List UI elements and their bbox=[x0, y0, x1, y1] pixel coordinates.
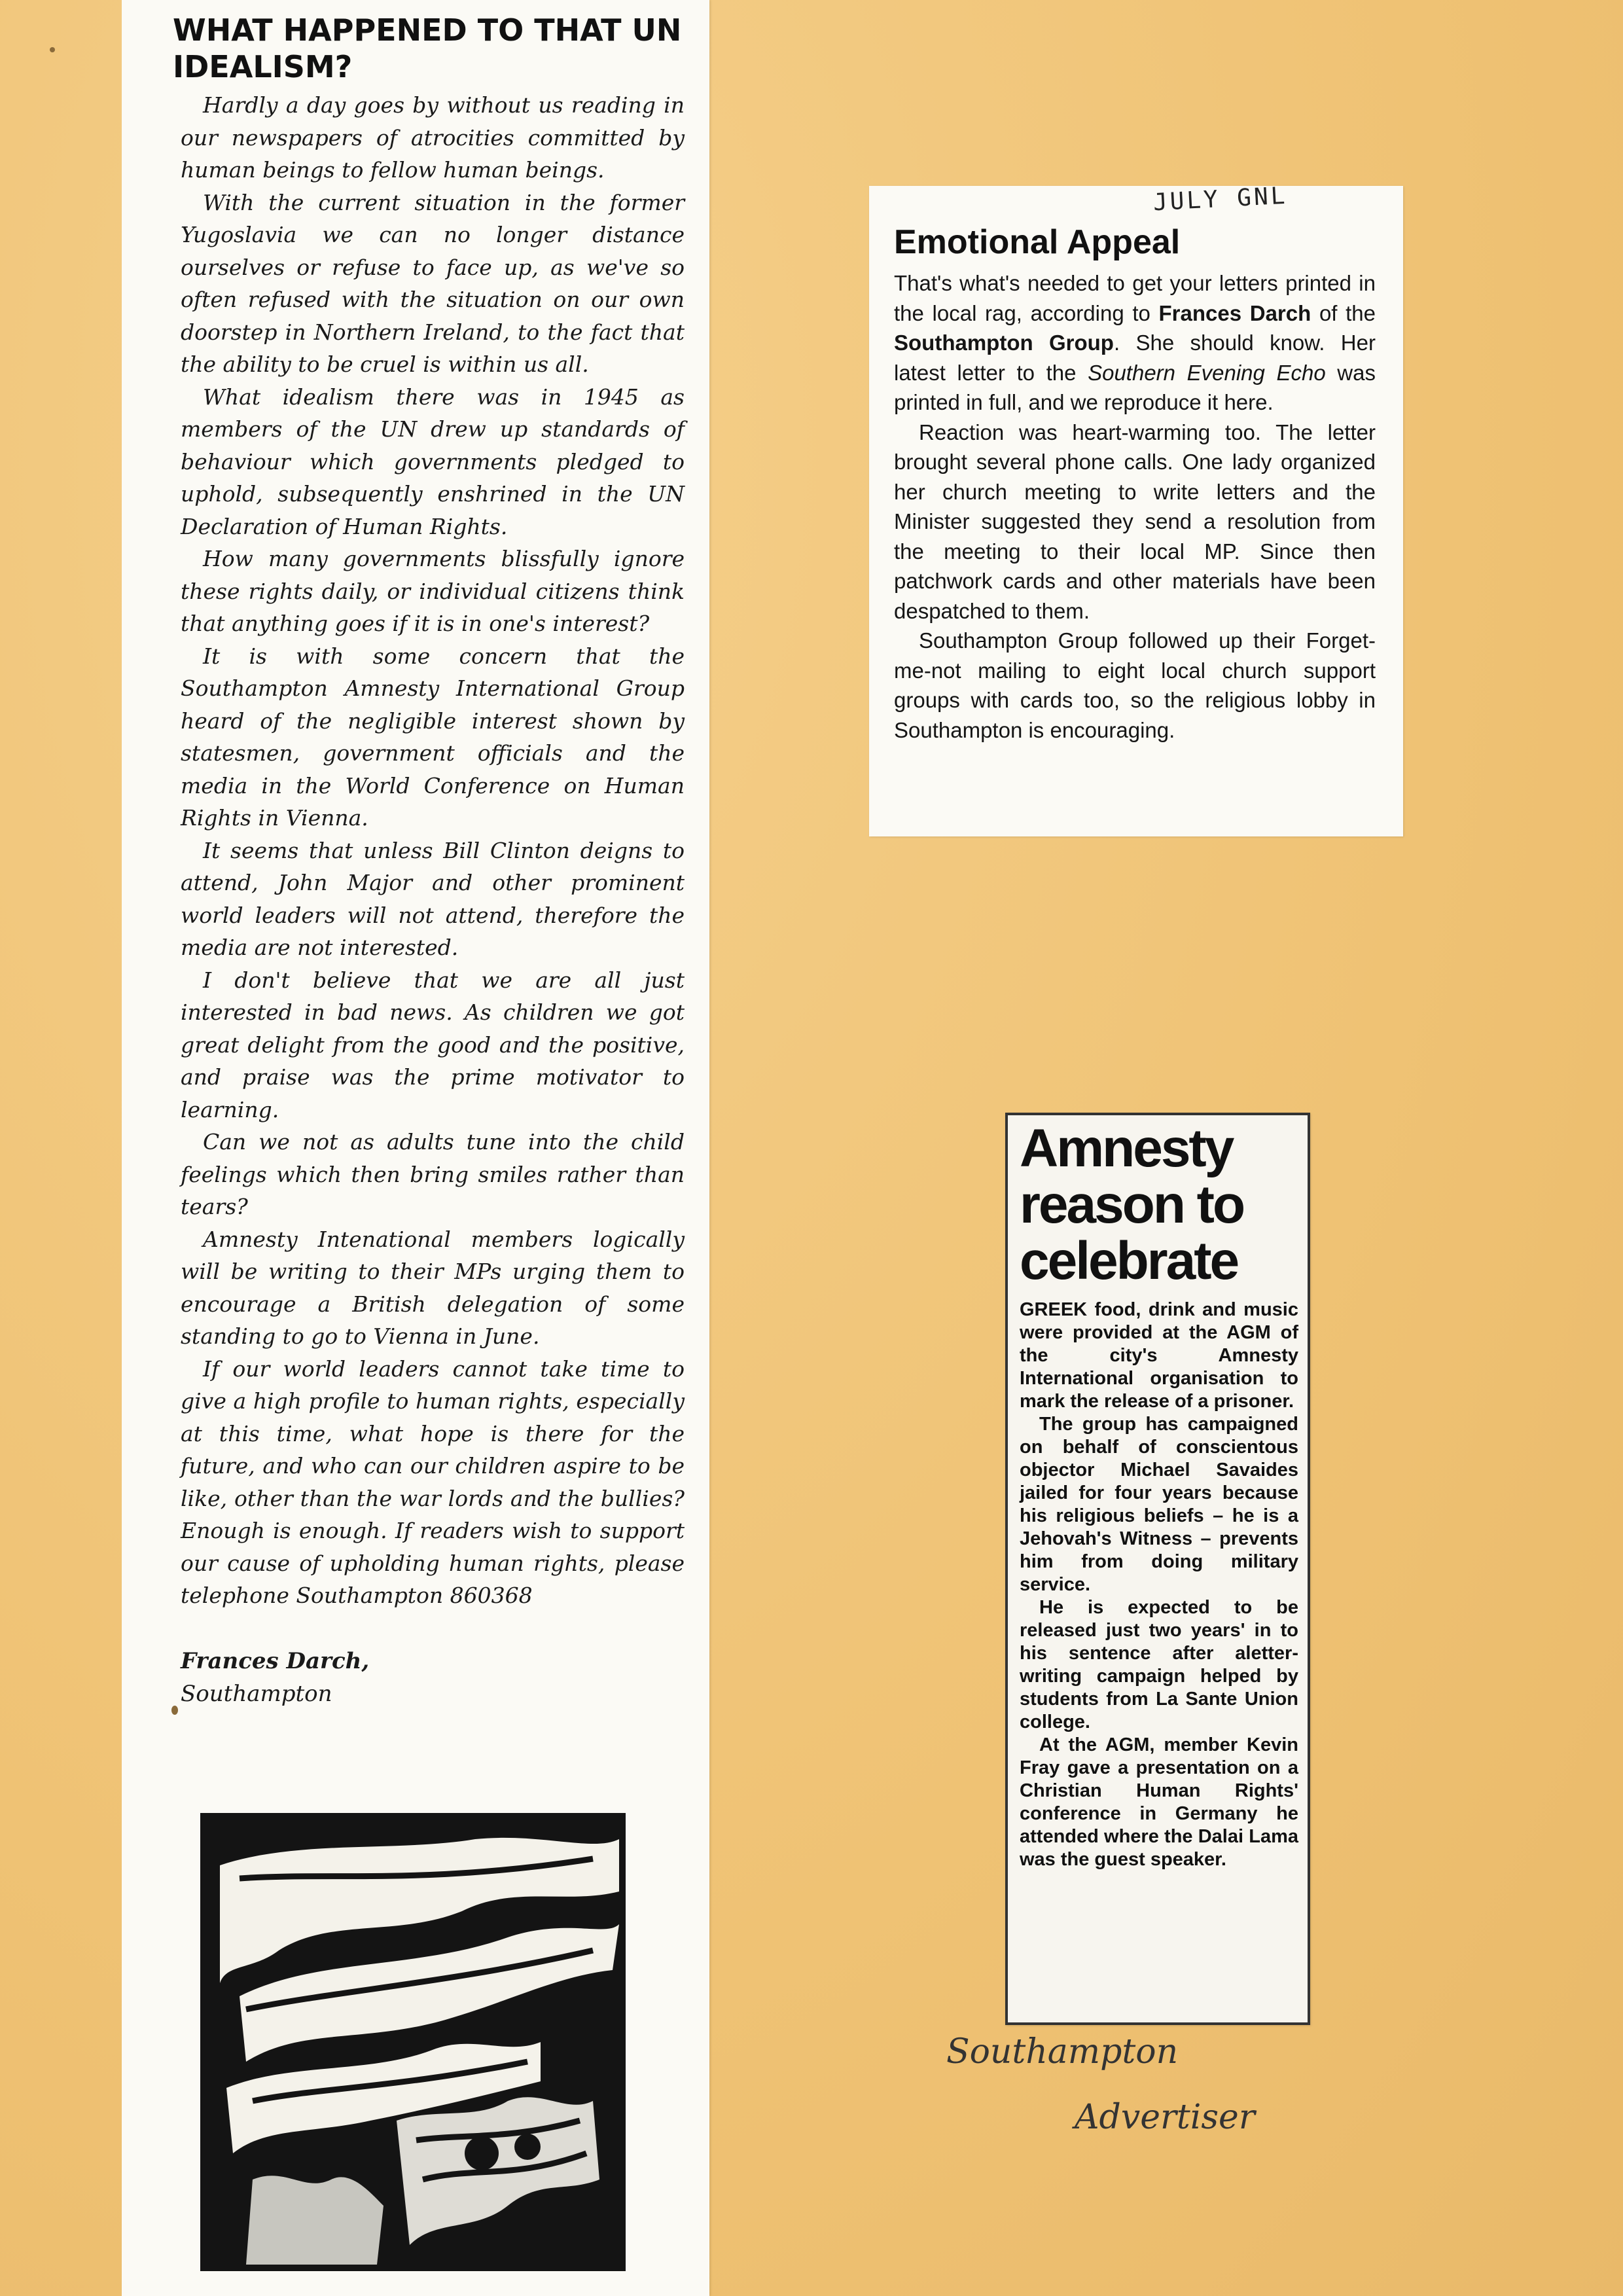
letter-signature bbox=[181, 1645, 685, 1710]
appeal-group: Southampton Group bbox=[894, 331, 1114, 355]
handwritten-source-note bbox=[946, 2032, 1365, 2163]
handwritten-note: JULY GNL bbox=[1152, 182, 1289, 217]
letter-paragraph: It seems that unless Bill Clinton deigns to attend, John Major and other prominent world leaders will not attend, therefore the media are not interested. bbox=[181, 837, 685, 960]
signature-name: Frances Darch, bbox=[181, 1647, 370, 1674]
appeal-paragraph: Southampton Group followed up their Forget-me-not mailing to eight local church support groups with cards too, so the religious lobby in Southampton is encouraging. bbox=[894, 628, 1376, 742]
signature-place: Southampton bbox=[181, 1680, 332, 1707]
letter-paragraph: If our world leaders cannot take time to give a high profile to human rights, especially at this time, what hope is there for the future, and who can our children aspire to be like, other than the war lords and the bullies? Enough is enough. If readers wish to support our cause of upholding human rights, please telephone Southampton 860368 bbox=[181, 1355, 685, 1608]
letter-paragraph: Hardly a day goes by without us reading in our newspapers of atrocities committed by human beings to fellow human beings. bbox=[181, 92, 685, 183]
amnesty-paragraph: The group has campaigned on behalf of conscientous objector Michael Savaides jailed for four years because his religious beliefs – he is a Jehovah's Witness – prevents him from doing military service. bbox=[1020, 1414, 1298, 1595]
letter-paragraph: Amnesty Intenational members logically will be writing to their MPs urging them to encourage a British delegation of some standing to go to Vienna in June. bbox=[181, 1226, 685, 1349]
paper-speck bbox=[171, 1706, 178, 1715]
appeal-title: Emotional Appeal bbox=[894, 223, 1181, 261]
letter-paragraph: What idealism there was in 1945 as members of the UN drew up standards of behaviour which governments pledged to uphold, subsequently enshrined in the UN Declaration of Human Rights. bbox=[181, 384, 685, 539]
appeal-clipping bbox=[869, 182, 1403, 836]
paper-speck bbox=[50, 47, 55, 52]
letter-headline: WHAT HAPPENED TO THAT UN IDEALISM? bbox=[173, 12, 682, 84]
amnesty-clipping bbox=[1005, 1113, 1310, 2025]
letter-paragraph: I don't believe that we are all just interested in bad news. As children we got great delight from the good and the positive, and praise was the prime motivator to learning. bbox=[181, 967, 685, 1122]
source-line: Southampton bbox=[946, 2032, 1179, 2072]
source-line: Advertiser bbox=[1075, 2098, 1255, 2137]
appeal-name: Frances Darch bbox=[1158, 300, 1311, 325]
letter-paragraph: With the current situation in the former Yugoslavia we can no longer distance ourselves or refuse to face up, as we've so often refused with the situation on our own doorstep in Northern Ireland, to the fact that the ability to be cruel is within us all. bbox=[181, 189, 685, 377]
appeal-paper: Southern Evening Echo bbox=[1088, 360, 1326, 385]
amnesty-paragraph: He is expected to be released just two years' in to his sentence after aletter-writing campaign helped by students from La Sante Union college. bbox=[1020, 1597, 1298, 1732]
amnesty-paragraph: GREEK food, drink and music were provided at the AGM of the city's Amnesty International organisation to mark the release of a prisoner. bbox=[1020, 1299, 1298, 1412]
amnesty-paragraph: At the AGM, member Kevin Fray gave a presentation on a Christian Human Rights' conference in Germany he attended where the Dalai Lama was the guest speaker. bbox=[1020, 1734, 1298, 1870]
amnesty-headline: Amnesty reason to celebrate bbox=[1020, 1119, 1244, 1291]
appeal-paragraph: That's what's needed to get your letters printed in the local rag, according to Frances Darch of the Southampton Group. She should know. Her latest letter to the Southern Evening Echo was printed in full, and we reproduce it here. bbox=[894, 271, 1376, 414]
letter-paragraph: It is with some concern that the Southampton Amnesty International Group heard of the negligible interest shown by statesmen, government officials and the media in the World Conference on Human Rights in Vienna. bbox=[181, 643, 685, 831]
woodcut-illustration bbox=[200, 1813, 626, 2271]
appeal-paragraph: Reaction was heart-warming too. The letter brought several phone calls. One lady organized her church meeting to write letters and the Minister suggested they send a resolution from the meeting to their local MP. Since then patchwork cards and other materials have been despatched to them. bbox=[894, 420, 1376, 623]
letter-paragraph: Can we not as adults tune into the child feelings which then bring smiles rather than tears? bbox=[181, 1129, 685, 1219]
letter-paragraph: How many governments blissfully ignore these rights daily, or individual citizens think that anything goes if it is in one's interest? bbox=[181, 546, 685, 636]
letter-clipping bbox=[122, 0, 709, 2296]
